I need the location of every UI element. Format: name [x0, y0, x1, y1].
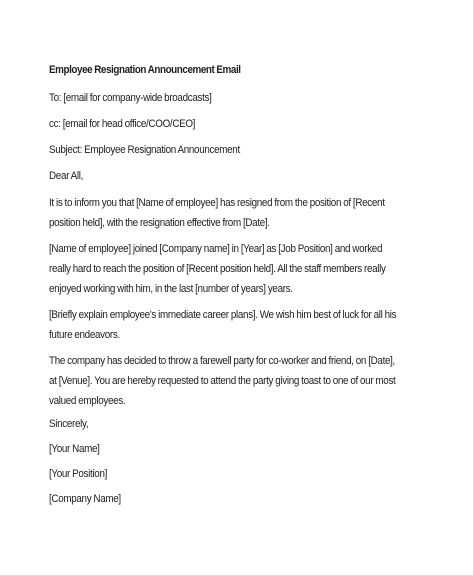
paragraph-resignation: It is to inform you that [Name of employee] has resigned from the position of [Recent position held], with the resignation effective from [Date]. — [49, 197, 385, 229]
paragraph-history: [Name of employee] joined [Company name] in [Year] as [Job Position] and worked really hard to reach the position of [Recent position held]. All the staff members really enjoyed working with him, in the last [number of years] years. — [49, 243, 386, 295]
paragraph-farewell-party: The company has decided to throw a farewell party for co-worker and friend, on [Date], at [Venue]. You are hereby requested to attend the party giving toast to one of our most valued employees. — [49, 355, 396, 407]
greeting: Dear All, — [49, 170, 84, 182]
subject-line: Subject: Employee Resignation Announcement — [49, 144, 240, 156]
paragraph-career-plans: [Briefly explain employee's immediate career plans]. We wish him best of luck for all his future endeavors. — [49, 309, 397, 341]
signature-company: [Company Name] — [49, 493, 121, 505]
closing: Sincerely, — [49, 418, 89, 430]
document-title: Employee Resignation Announcement Email — [49, 64, 241, 76]
signature-name: [Your Name] — [49, 443, 100, 455]
signature-position: [Your Position] — [49, 468, 108, 480]
cc-line: cc: [email for head office/COO/CEO] — [49, 118, 196, 130]
to-line: To: [email for company-wide broadcasts] — [49, 92, 212, 104]
email-body — [49, 63, 402, 517]
